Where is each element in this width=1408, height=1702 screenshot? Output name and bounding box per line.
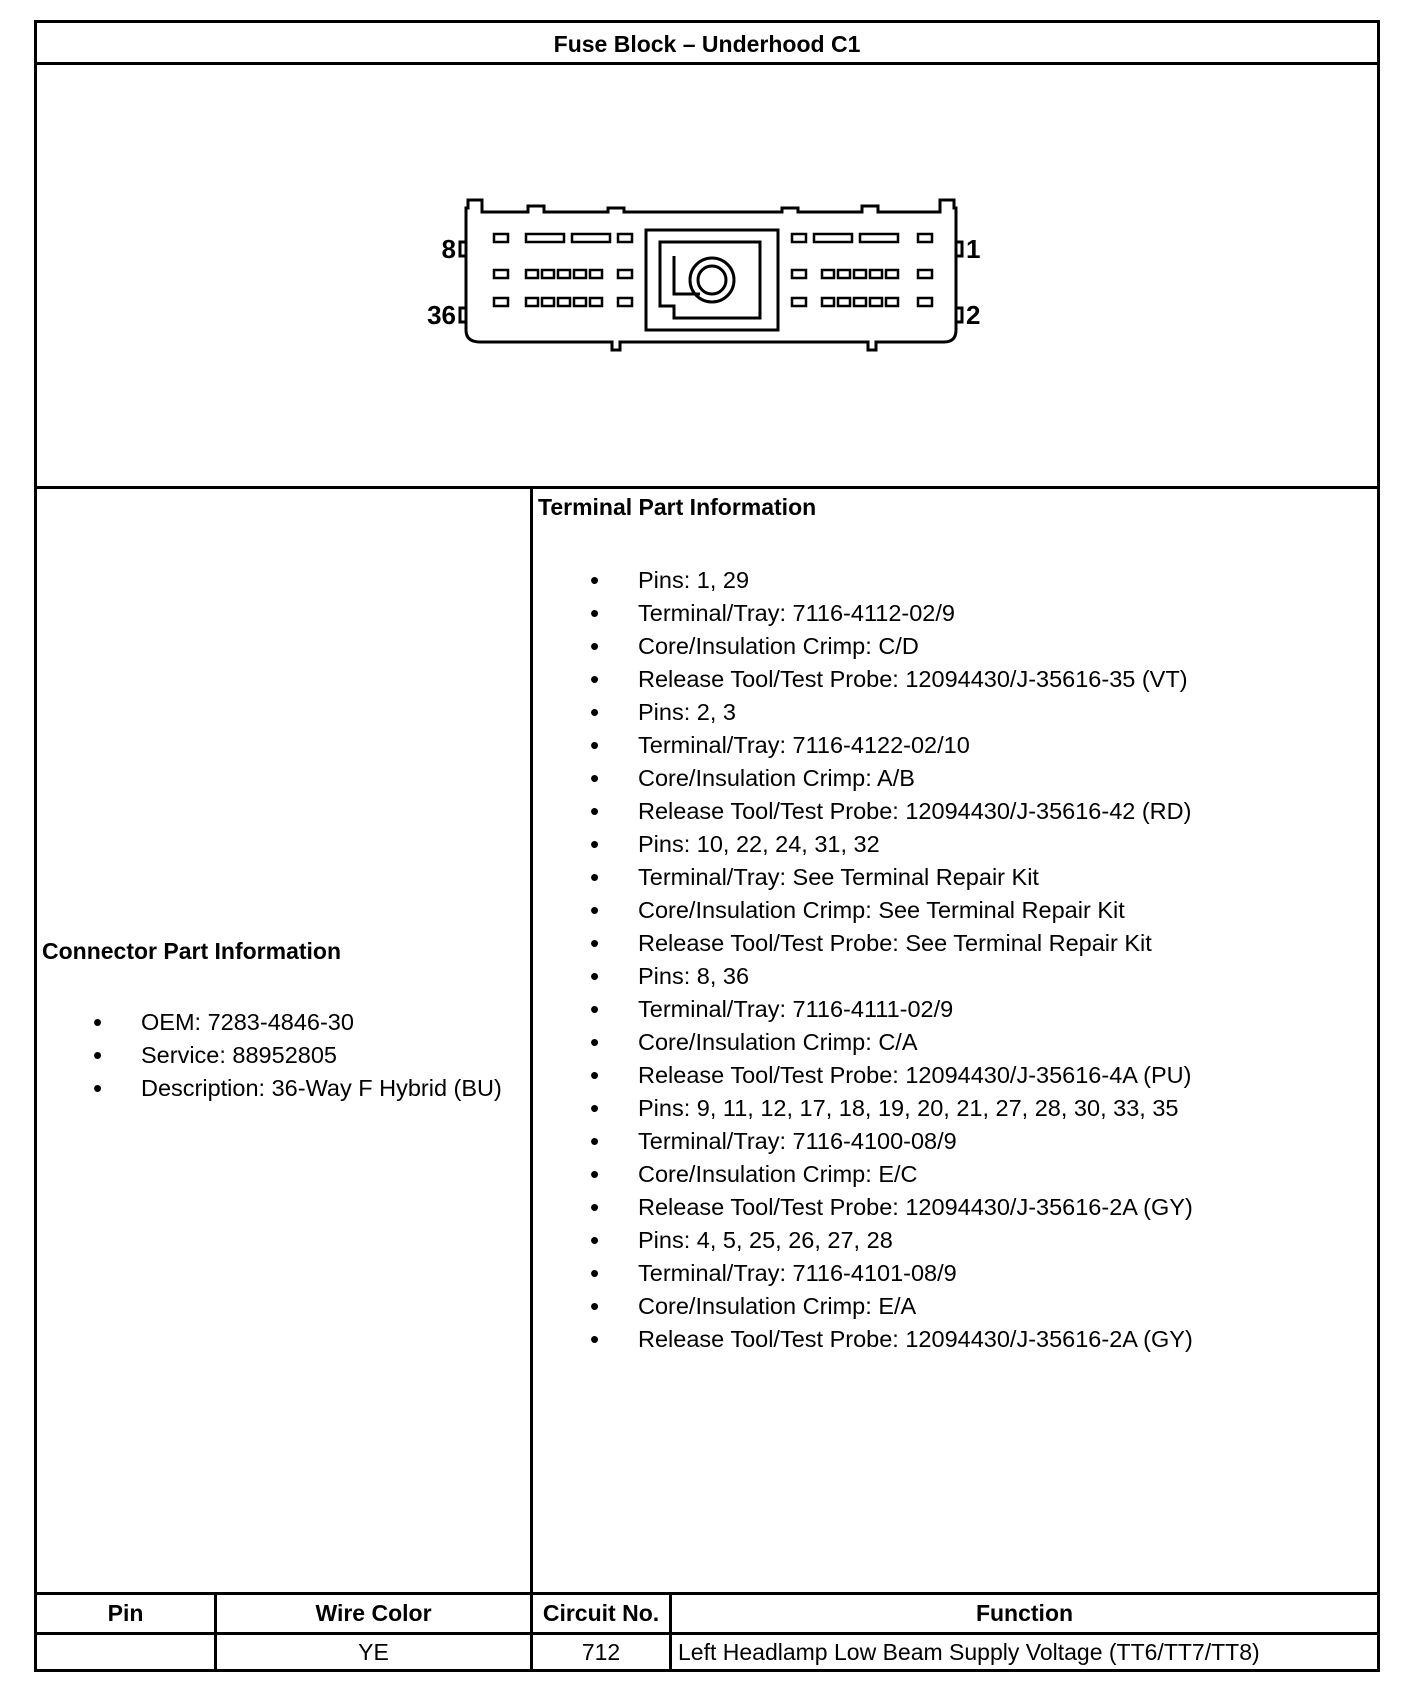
terminal-crimp: • Core/Insulation Crimp: E/A [638, 1290, 1193, 1323]
terminal-pins: • Pins: 4, 5, 25, 26, 27, 28 [638, 1224, 1193, 1257]
terminal-tray: • Terminal/Tray: 7116-4101-08/9 [638, 1257, 1193, 1290]
terminal-group [638, 828, 1193, 960]
terminal-tray: • Terminal/Tray: 7116-4122-02/10 [638, 729, 1193, 762]
terminal-group [638, 960, 1193, 1092]
pin-label-8: 8 [441, 234, 456, 264]
terminal-tray: • Terminal/Tray: See Terminal Repair Kit [638, 861, 1193, 894]
terminal-pins: • Pins: 1, 29 [638, 564, 1193, 597]
terminal-crimp: • Core/Insulation Crimp: C/A [638, 1026, 1193, 1059]
terminal-group [638, 696, 1193, 828]
terminal-tray: • Terminal/Tray: 7116-4112-02/9 [638, 597, 1193, 630]
table-cell-function: Left Headlamp Low Beam Supply Voltage (TT6/TT7/TT8) [678, 1638, 1260, 1665]
page-title: Fuse Block – Underhood C1 [553, 31, 861, 57]
terminal-pins: • Pins: 8, 36 [638, 960, 1193, 993]
terminal-release-tool: • Release Tool/Test Probe: 12094430/J-35616-35 (VT) [638, 663, 1193, 696]
terminal-info-heading: Terminal Part Information [538, 494, 817, 520]
center-cavity [646, 230, 778, 330]
terminal-release-tool: • Release Tool/Test Probe: See Terminal Repair Kit [638, 927, 1193, 960]
terminal-group [638, 564, 1193, 696]
pin-label-36: 36 [427, 300, 456, 330]
terminal-tray: • Terminal/Tray: 7116-4100-08/9 [638, 1125, 1193, 1158]
connector-info-heading: Connector Part Information [42, 938, 342, 964]
table-header-wire-color: Wire Color [315, 1600, 432, 1626]
center-post-inner [698, 266, 726, 294]
terminal-crimp: • Core/Insulation Crimp: A/B [638, 762, 1193, 795]
table-cell-circuit-no: 712 [581, 1638, 621, 1665]
terminal-release-tool: • Release Tool/Test Probe: 12094430/J-35616-4A (PU) [638, 1059, 1193, 1092]
pin-label-1: 1 [966, 234, 981, 264]
terminal-pins: • Pins: 9, 11, 12, 17, 18, 19, 20, 21, 27, 28, 30, 33, 35 [638, 1092, 1193, 1125]
terminal-crimp: • Core/Insulation Crimp: E/C [638, 1158, 1193, 1191]
left-latch-bottom [460, 308, 466, 322]
connector-oem: • OEM: 7283-4846-30 [141, 1006, 502, 1039]
terminal-crimp: • Core/Insulation Crimp: C/D [638, 630, 1193, 663]
table-header-pin: Pin [107, 1600, 144, 1626]
terminal-info-groups [638, 564, 1193, 1356]
terminal-release-tool: • Release Tool/Test Probe: 12094430/J-35616-2A (GY) [638, 1323, 1193, 1356]
pin-label-2: 2 [966, 300, 981, 330]
terminal-release-tool: • Release Tool/Test Probe: 12094430/J-35616-2A (GY) [638, 1191, 1193, 1224]
right-latch-top [956, 242, 962, 256]
terminal-pins: • Pins: 10, 22, 24, 31, 32 [638, 828, 1193, 861]
connector-service: • Service: 88952805 [141, 1039, 502, 1072]
diagram-divider [34, 486, 1380, 489]
terminal-group [638, 1224, 1193, 1356]
connector-description: • Description: 36-Way F Hybrid (BU) [141, 1072, 502, 1105]
terminal-crimp: • Core/Insulation Crimp: See Terminal Repair Kit [638, 894, 1193, 927]
terminal-tray: • Terminal/Tray: 7116-4111-02/9 [638, 993, 1193, 1026]
right-latch-bottom [956, 308, 962, 322]
table-header-function: Function [975, 1600, 1074, 1626]
info-column-divider [530, 486, 533, 1672]
terminal-pins: • Pins: 2, 3 [638, 696, 1193, 729]
left-latch-top [460, 242, 466, 256]
table-header-circuit-no: Circuit No. [542, 1600, 660, 1626]
terminal-release-tool: • Release Tool/Test Probe: 12094430/J-35616-42 (RD) [638, 795, 1193, 828]
center-cavity-notch [674, 256, 700, 294]
connector-diagram [400, 190, 1020, 370]
table-cell-wire-color: YE [358, 1638, 389, 1665]
terminal-group [638, 1092, 1193, 1224]
connector-info-list [141, 1006, 502, 1105]
table-cell-pin [37, 1635, 214, 1669]
